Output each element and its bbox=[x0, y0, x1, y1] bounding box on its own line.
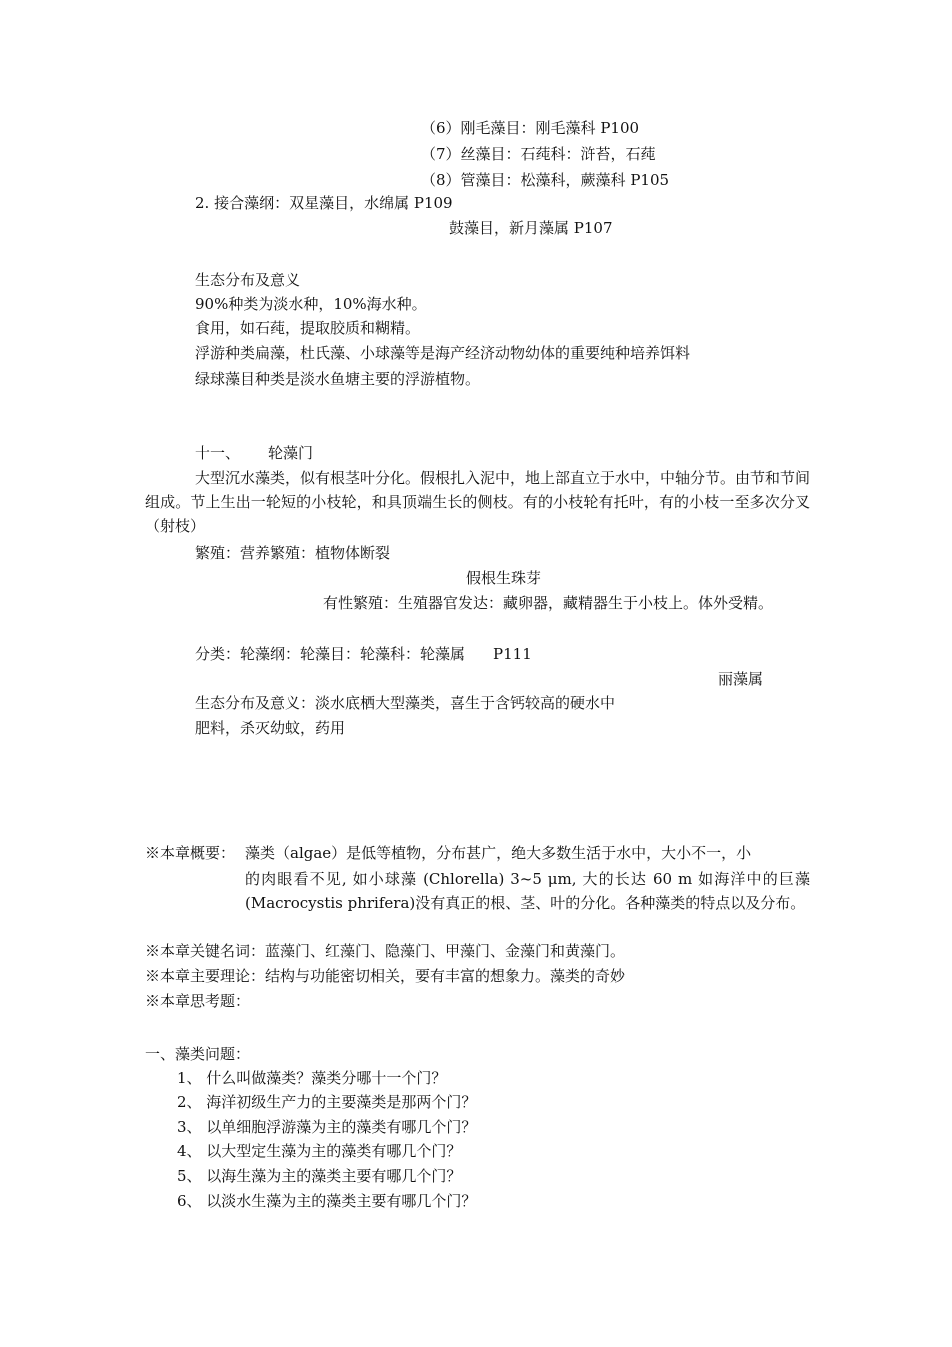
desmid-line: 鼓藻目，新月藻属 P107 bbox=[449, 219, 613, 237]
overview-text: 的肉眼看不见, 如小球藻 (Chlorella) 3~5 μm, 大的长达 60 m 如海洋中的巨藻(Macrocystis phrifera)没有真正的根、茎、叶的分化。各种藻类的特点以及分布。 bbox=[245, 870, 810, 912]
conjugatophyceae-line: 2. 接合藻纲：双星藻目，水绵属 P109 bbox=[195, 194, 453, 212]
genus-line: 丽藻属 bbox=[718, 670, 764, 688]
reproduction-line: 有性繁殖：生殖器官发达：藏卵器，藏精器生于小枝上。体外受精。 bbox=[323, 594, 774, 612]
charophyta-eco-line: 肥料，杀灭幼蚊，药用 bbox=[195, 719, 346, 737]
questions-title: 一、藻类问题： bbox=[145, 1045, 251, 1063]
reproduction-line: 繁殖：营养繁殖：植物体断裂 bbox=[195, 544, 391, 562]
question-item: 6、 以淡水生藻为主的藻类主要有哪几个门？ bbox=[177, 1192, 477, 1210]
eco-line: 食用，如石莼，提取胶质和糊精。 bbox=[195, 319, 421, 337]
order-7-line: （7）丝藻目：石莼科：浒苔，石莼 bbox=[421, 145, 656, 163]
classification-page: P111 bbox=[493, 645, 532, 663]
classification-line bbox=[195, 643, 532, 665]
section-heading bbox=[195, 442, 313, 464]
eco-line: 绿球藻目种类是淡水鱼塘主要的浮游植物。 bbox=[195, 370, 481, 388]
overview-first-line: 藻类（algae）是低等植物，分布甚广，绝大多数生活于水中，大小不一，小 bbox=[245, 844, 752, 862]
keywords-line: ※本章关键名词：蓝藻门、红藻门、隐藻门、甲藻门、金藻门和黄藻门。 bbox=[145, 942, 626, 960]
overview-label: ※本章概要： bbox=[145, 844, 236, 862]
order-6-line: （6）刚毛藻目：刚毛藻科 P100 bbox=[421, 119, 640, 137]
question-item: 5、 以海生藻为主的藻类主要有哪几个门？ bbox=[177, 1167, 462, 1185]
question-item: 3、 以单细胞浮游藻为主的藻类有哪几个门？ bbox=[177, 1118, 477, 1136]
question-item: 4、 以大型定生藻为主的藻类有哪几个门？ bbox=[177, 1142, 462, 1160]
eco-line: 浮游种类扁藻，杜氏藻、小球藻等是海产经济动物幼体的重要纯种培养饵料 bbox=[195, 344, 691, 362]
question-item: 1、 什么叫做藻类？藻类分哪十一个门？ bbox=[177, 1069, 447, 1087]
section-number: 十一、 bbox=[195, 444, 241, 462]
eco-line: 90%种类为淡水种，10%海水种。 bbox=[195, 295, 427, 313]
classification-text: 分类：轮藻纲：轮藻目：轮藻科：轮藻属 bbox=[195, 645, 466, 663]
questions-label: ※本章思考题： bbox=[145, 992, 251, 1010]
section-title: 轮藻门 bbox=[268, 444, 314, 462]
eco-title: 生态分布及意义 bbox=[195, 271, 301, 289]
order-8-line: （8）管藻目：松藻科，蕨藻科 P105 bbox=[421, 171, 670, 189]
reproduction-line: 假根生珠芽 bbox=[466, 569, 542, 587]
charophyta-eco-line: 生态分布及意义：淡水底栖大型藻类，喜生于含钙较高的硬水中 bbox=[195, 694, 616, 712]
theory-line: ※本章主要理论：结构与功能密切相关，要有丰富的想象力。藻类的奇妙 bbox=[145, 967, 626, 985]
charophyta-description: 大型沉水藻类，似有根茎叶分化。假根扎入泥中，地上部直立于水中，中轴分节。由节和节间组成。节上生出一轮短的小枝轮，和具顶端生长的侧枝。有的小枝轮有托叶，有的小枝一至多次分叉（射枝） bbox=[145, 469, 811, 535]
question-item: 2、 海洋初级生产力的主要藻类是那两个门？ bbox=[177, 1093, 477, 1111]
